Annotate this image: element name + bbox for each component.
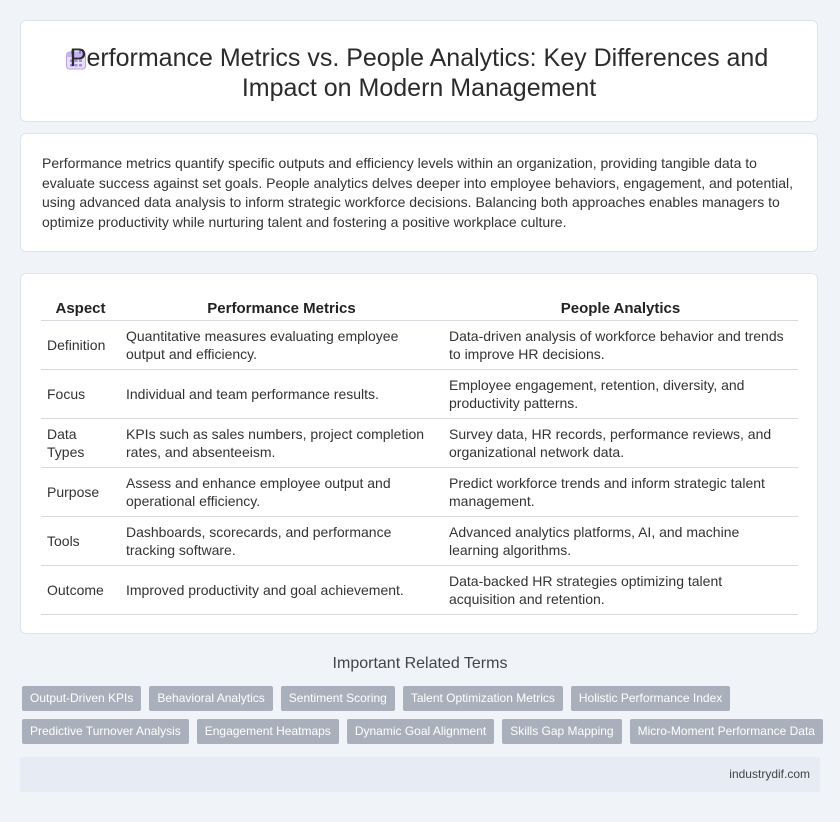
table-row: [41, 419, 798, 468]
table-row: [41, 517, 798, 566]
page-title-line-1: Performance Metrics vs. People Analytics: Key Differences and: [69, 44, 769, 72]
row-aspect: Data Types: [41, 419, 120, 468]
row-people-analytics: Survey data, HR records, performance reviews, and organizational network data.: [443, 419, 798, 468]
page-title: [21, 43, 817, 103]
tag-row-1: [22, 686, 822, 711]
tag[interactable]: Dynamic Goal Alignment: [347, 719, 494, 744]
header-people-analytics: People Analytics: [443, 296, 798, 321]
comparison-table-card: [20, 273, 818, 634]
footer-site-link[interactable]: industrydif.com: [729, 767, 810, 781]
page-title-line-2: Impact on Modern Management: [241, 74, 597, 102]
row-people-analytics: Predict workforce trends and inform strategic talent management.: [443, 468, 798, 517]
row-aspect: Focus: [41, 370, 120, 419]
comparison-table: [41, 296, 798, 615]
intro-card: [20, 133, 818, 252]
table-header-row: [41, 296, 798, 321]
row-performance-metrics: Improved productivity and goal achievement.: [120, 566, 443, 615]
tag[interactable]: Holistic Performance Index: [571, 686, 730, 711]
row-performance-metrics: Dashboards, scorecards, and performance tracking software.: [120, 517, 443, 566]
tag[interactable]: Output-Driven KPIs: [22, 686, 141, 711]
row-aspect: Definition: [41, 321, 120, 370]
row-people-analytics: Employee engagement, retention, diversity, and productivity patterns.: [443, 370, 798, 419]
related-terms-tags: [22, 686, 822, 752]
row-aspect: Tools: [41, 517, 120, 566]
tag[interactable]: Sentiment Scoring: [281, 686, 395, 711]
intro-paragraph: Performance metrics quantify specific outputs and efficiency levels within an organization, providing tangible data to evaluate success against set goals. People analytics delves deeper into employee behaviors, engagement, and potential, using advanced data analysis to inform strategic workforce decisions. Balancing both approaches enables managers to optimize productivity while nurturing talent and fostering a positive workplace culture.: [42, 155, 794, 230]
row-people-analytics: Data-driven analysis of workforce behavior and trends to improve HR decisions.: [443, 321, 798, 370]
table-row: [41, 321, 798, 370]
row-performance-metrics: KPIs such as sales numbers, project completion rates, and absenteeism.: [120, 419, 443, 468]
row-aspect: Purpose: [41, 468, 120, 517]
row-people-analytics: Data-backed HR strategies optimizing talent acquisition and retention.: [443, 566, 798, 615]
row-performance-metrics: Individual and team performance results.: [120, 370, 443, 419]
tag[interactable]: Talent Optimization Metrics: [403, 686, 563, 711]
related-terms-heading: Important Related Terms: [332, 655, 508, 672]
tag[interactable]: Micro-Moment Performance Data: [630, 719, 823, 744]
header-aspect: Aspect: [41, 296, 120, 321]
row-performance-metrics: Quantitative measures evaluating employee output and efficiency.: [120, 321, 443, 370]
table-row: [41, 566, 798, 615]
row-performance-metrics: Assess and enhance employee output and operational efficiency.: [120, 468, 443, 517]
tag[interactable]: Behavioral Analytics: [149, 686, 272, 711]
tag[interactable]: Engagement Heatmaps: [197, 719, 339, 744]
footer: [20, 757, 820, 792]
row-aspect: Outcome: [41, 566, 120, 615]
table-row: [41, 370, 798, 419]
tag-row-2: [22, 719, 822, 744]
header-performance-metrics: Performance Metrics: [120, 296, 443, 321]
row-people-analytics: Advanced analytics platforms, AI, and machine learning algorithms.: [443, 517, 798, 566]
tag[interactable]: Skills Gap Mapping: [502, 719, 621, 744]
tag[interactable]: Predictive Turnover Analysis: [22, 719, 189, 744]
title-card: [20, 20, 818, 122]
table-row: [41, 468, 798, 517]
